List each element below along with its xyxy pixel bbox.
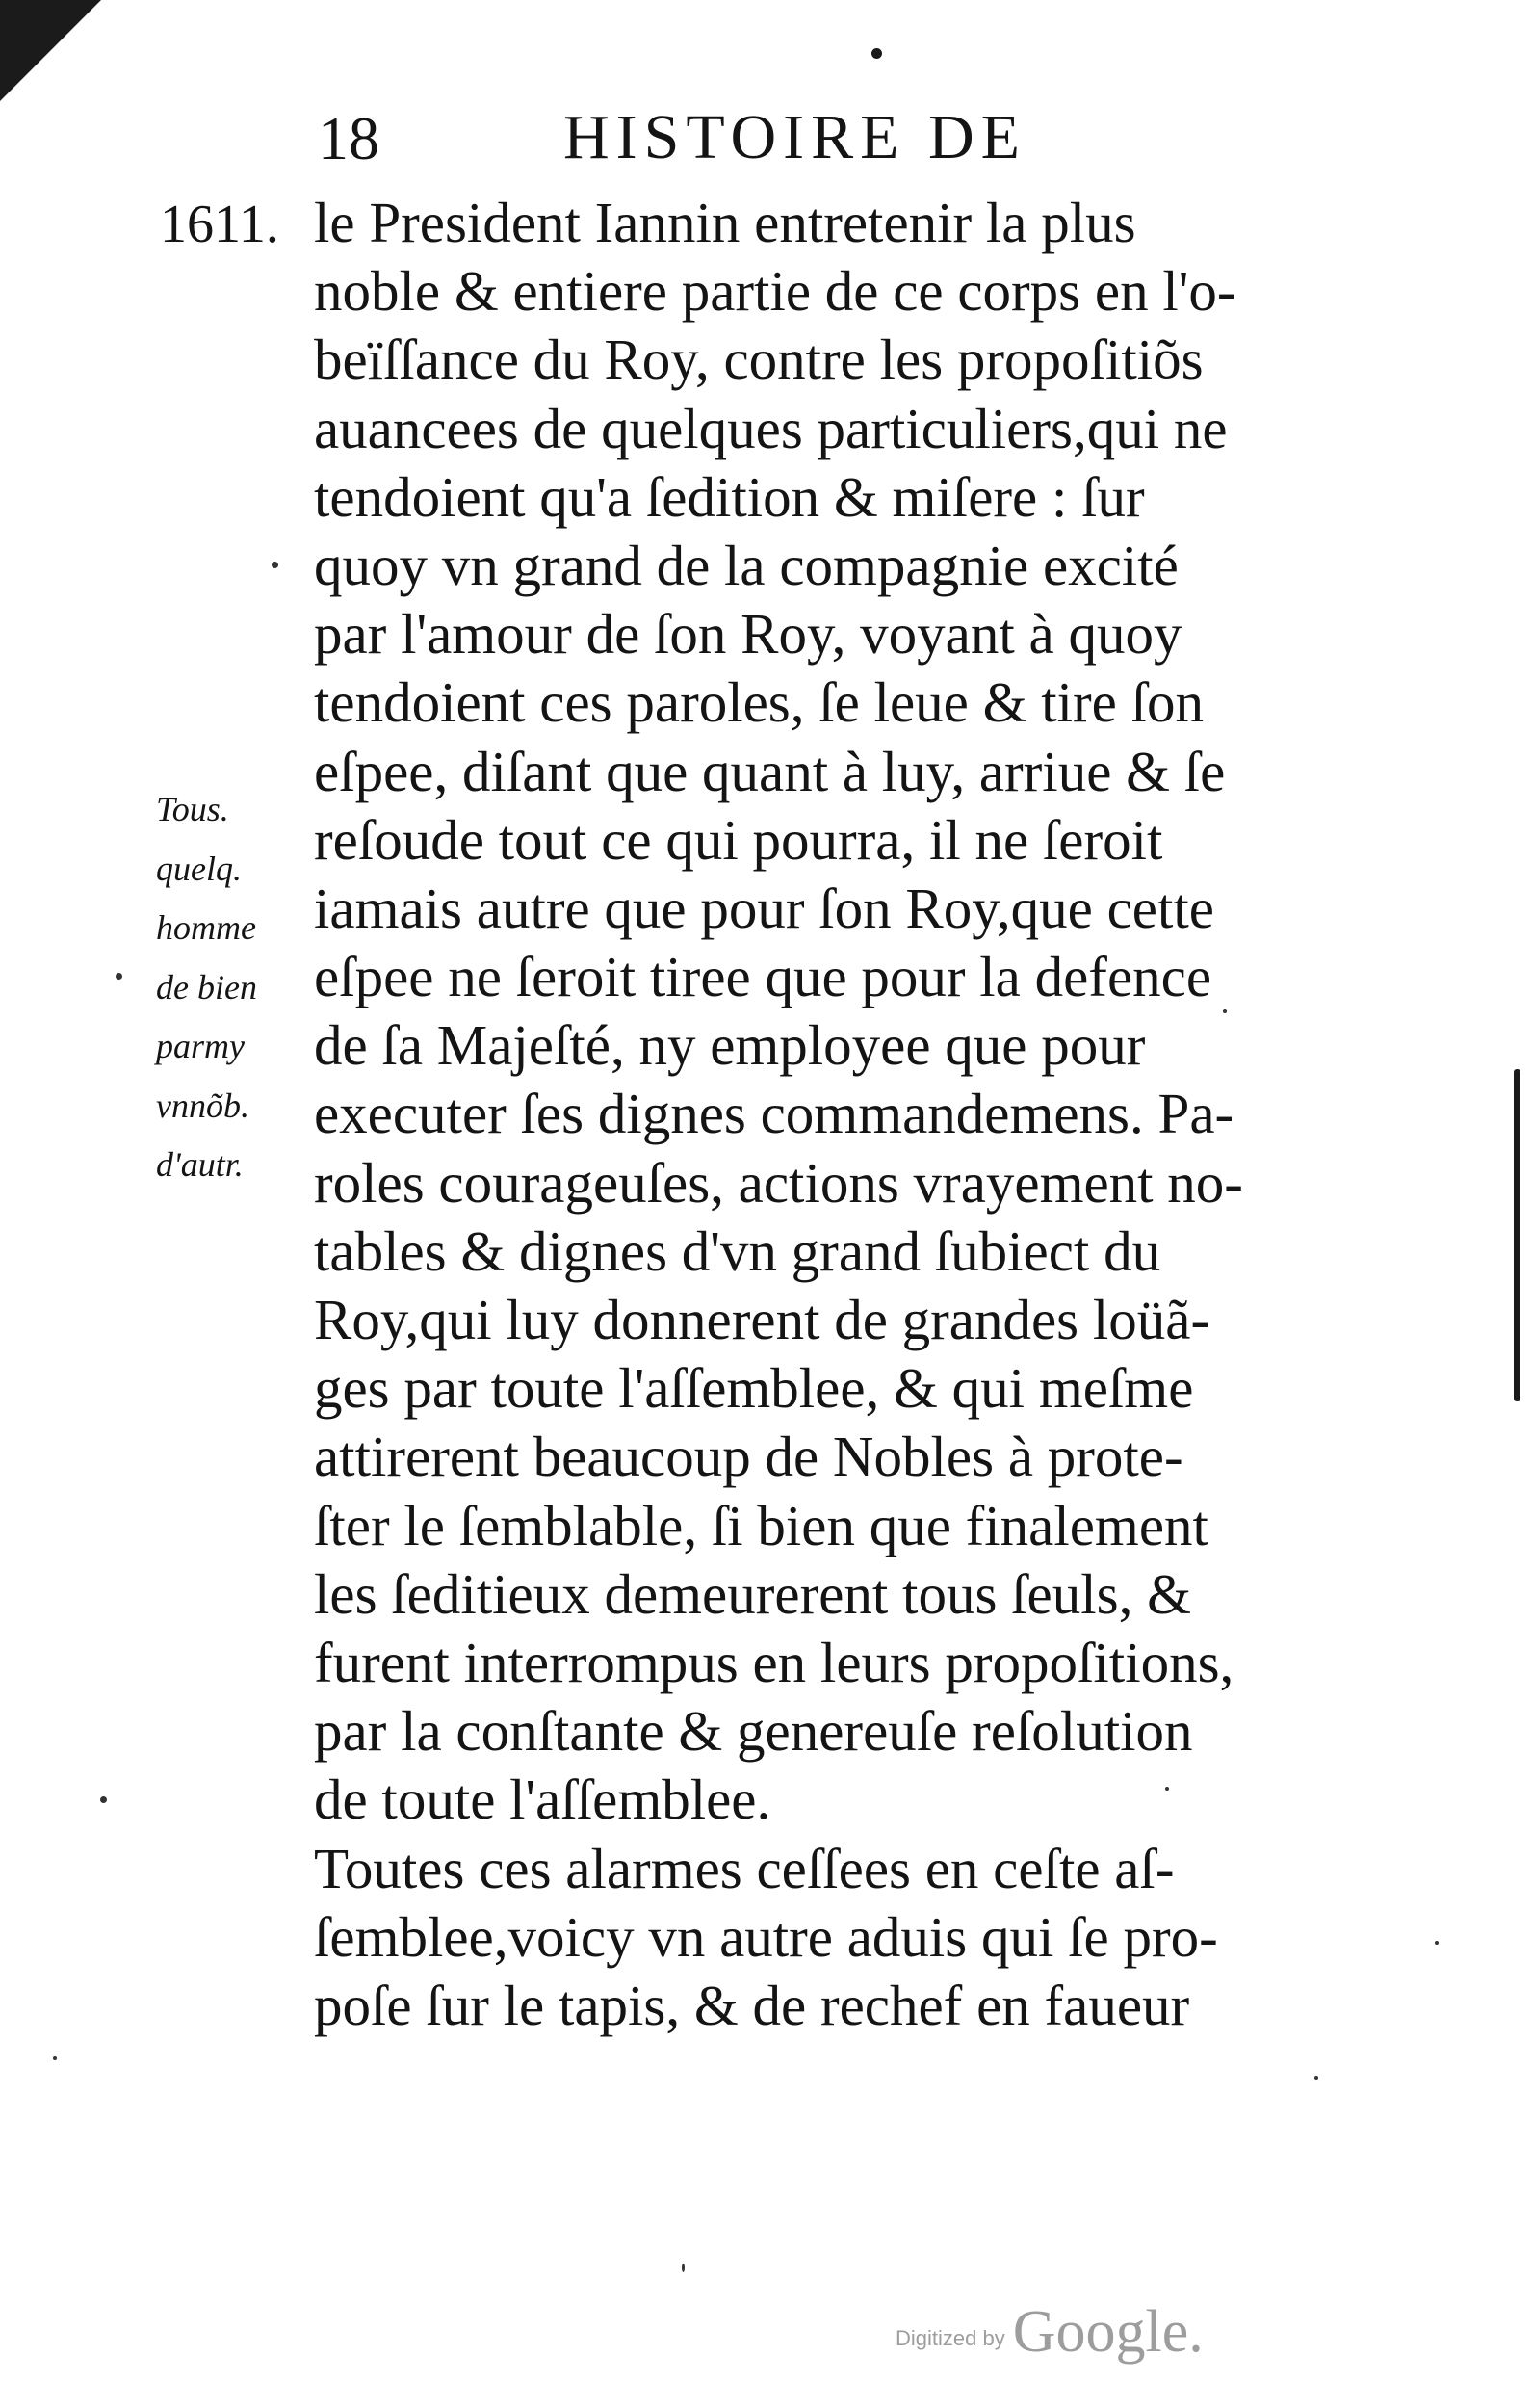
ink-speck <box>682 2264 685 2272</box>
text-line: ges par toute l'aſſemblee, & qui meſme <box>314 1356 1194 1421</box>
text-line: tendoient ces paroles, ſe leue & tire ſon <box>314 670 1205 735</box>
text-line: par l'amour de ſon Roy, voyant à quoy <box>314 602 1182 667</box>
watermark-prefix: Digitized by <box>896 2326 1005 2350</box>
text-line: ſter le ſemblable, ſi bien que finalement <box>314 1493 1208 1557</box>
watermark-brand: Google. <box>1012 2299 1204 2365</box>
margin-note-line: quelq. <box>156 849 242 888</box>
text-line: de toute l'aſſemblee. <box>314 1767 771 1832</box>
text-line: eſpee, diſant que quant à luy, arriue & ſe <box>314 739 1226 803</box>
margin-note-line: parmy <box>156 1027 245 1065</box>
ink-speck <box>1223 1009 1227 1013</box>
body-text <box>314 189 1354 2040</box>
ink-speck <box>1165 1787 1169 1791</box>
text-line: le President Iannin entretenir la plus <box>314 191 1136 254</box>
ink-speck <box>116 973 122 980</box>
ink-speck <box>1435 1941 1439 1945</box>
margin-year: 1611. <box>160 195 279 254</box>
text-line: executer ſes dignes commandemens. Pa- <box>314 1082 1234 1146</box>
text-line: les ſeditieux demeurerent tous ſeuls, & <box>314 1561 1191 1626</box>
margin-note-line: Tous. <box>156 790 229 828</box>
text-line: tables & dignes d'vn grand ſubiect du <box>314 1218 1161 1283</box>
text-line: par la conſtante & genereuſe reſolution <box>314 1699 1193 1764</box>
page-corner-shadow <box>0 0 101 101</box>
text-line: roles courageuſes, actions vrayement no- <box>314 1150 1243 1215</box>
text-line: Roy,qui luy donnerent de grandes loüã- <box>314 1288 1210 1351</box>
page-number: 18 <box>318 104 379 172</box>
margin-note-line: vnnõb. <box>156 1086 249 1125</box>
text-line: attirerent beaucoup de Nobles à prote- <box>314 1425 1183 1489</box>
ink-speck <box>100 1796 107 1803</box>
running-title: HISTOIRE DE <box>563 102 1026 172</box>
text-line: iamais autre que pour ſon Roy,que cette <box>314 876 1214 940</box>
text-line: Toutes ces alarmes ceſſees en ceſte aſ- <box>314 1836 1175 1900</box>
ink-dot <box>871 48 882 59</box>
margin-note <box>156 780 308 1195</box>
text-line: poſe ſur le tapis, & de rechef en faueur <box>314 1973 1190 2037</box>
margin-note-line: d'autr. <box>156 1145 244 1184</box>
text-line: reſoude tout ce qui pourra, il ne ſeroit <box>314 807 1163 872</box>
text-line: de ſa Majeſté, ny employee que pour <box>314 1013 1146 1078</box>
text-line: beïſſance du Roy, contre les propoſitiõs <box>314 327 1204 392</box>
ink-speck <box>1314 2076 1318 2080</box>
text-line: auancees de quelques particuliers,qui ne <box>314 396 1228 460</box>
text-line: ſemblee,voicy vn autre aduis qui ſe pro- <box>314 1904 1218 1969</box>
ink-speck <box>272 562 278 568</box>
digitization-watermark <box>896 2299 1204 2365</box>
ink-speck <box>53 2056 57 2060</box>
text-line: quoy vn grand de la compagnie excité <box>314 533 1179 597</box>
text-line: furent interrompus en leurs propoſitions, <box>314 1630 1234 1694</box>
margin-note-line: de bien <box>156 967 257 1007</box>
text-line: tendoient qu'a ſedition & miſere : ſur <box>314 464 1145 529</box>
text-line: eſpee ne ſeroit tiree que pour la defence <box>314 945 1212 1009</box>
page-edge-mark <box>1514 1069 1520 1401</box>
margin-note-line: homme <box>156 908 256 947</box>
text-line: noble & entiere partie de ce corps en l'o- <box>314 259 1236 324</box>
